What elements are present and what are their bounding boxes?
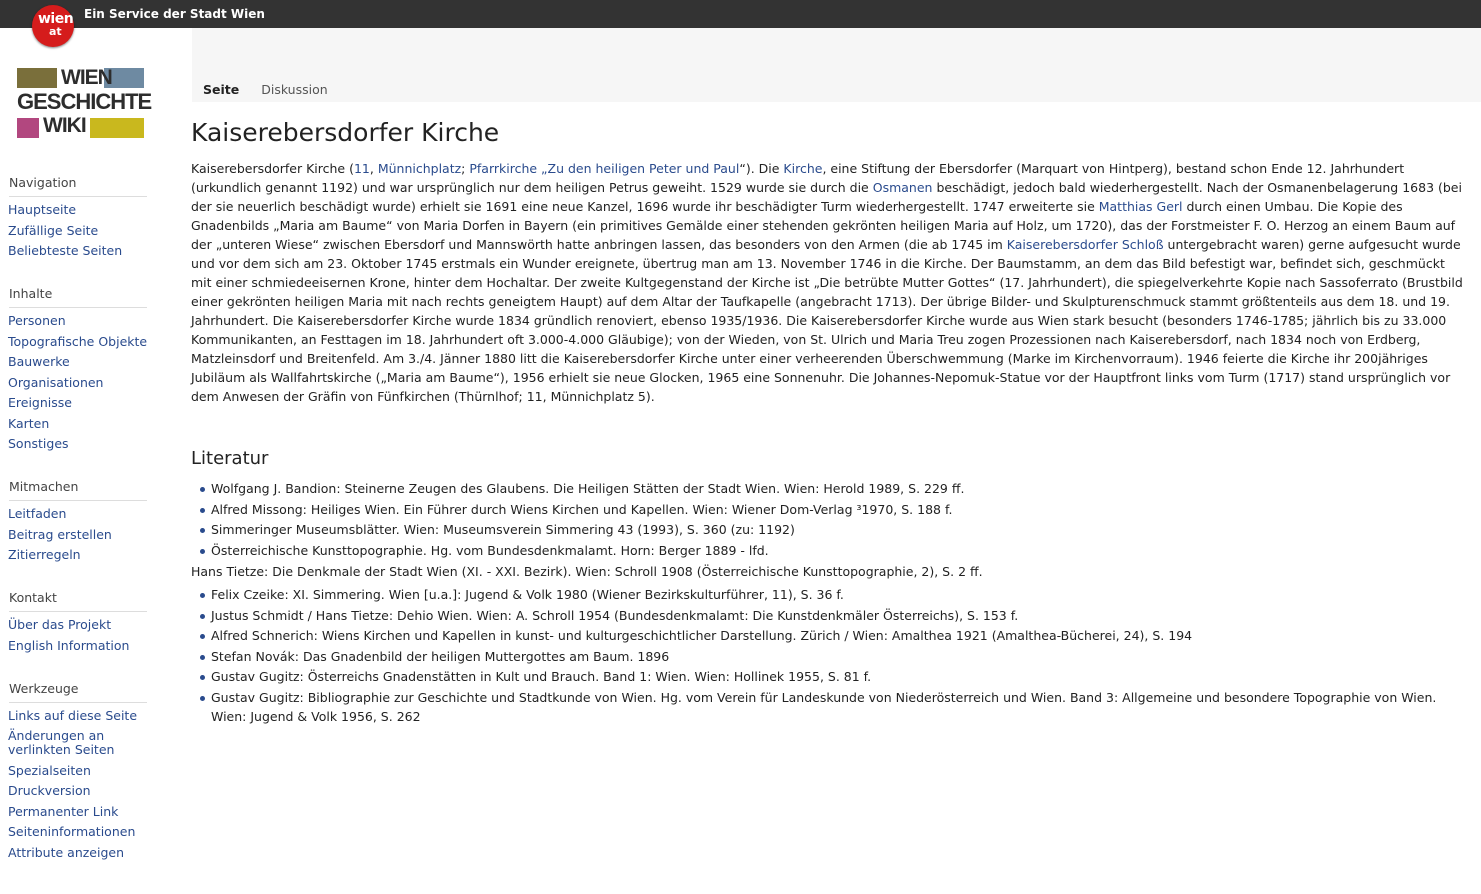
list-item: Justus Schmidt / Hans Tietze: Dehio Wien. Wien: A. Schroll 1954 (Bundesdenkmalamt: Die Kunstdenkmäler Österreichs), S. 153 f.: [191, 606, 1466, 626]
logo-text-wien: WIEN: [61, 66, 112, 89]
list-item: Alfred Missong: Heiliges Wien. Ein Führer durch Wiens Kirchen und Kapellen. Wien: Wiener Dom-Verlag ³1970, S. 188 f.: [191, 500, 1466, 520]
sidebar-item-druckversion[interactable]: Druckversion: [8, 783, 91, 798]
list-item: Gustav Gugitz: Österreichs Gnadenstätten in Kult und Brauch. Band 1: Wien. Wien: Hollinek 1955, S. 81 f.: [191, 667, 1466, 687]
portal-kontakt: [0, 580, 180, 653]
logo-block-magenta: [17, 118, 39, 138]
link-matthias-gerl[interactable]: Matthias Gerl: [1098, 199, 1183, 214]
logo-block-olive: [17, 68, 57, 88]
list-item: Simmeringer Museumsblätter. Wien: Museumsverein Simmering 43 (1993), S. 360 (zu: 1192): [191, 520, 1466, 540]
page-tabs: [192, 82, 339, 97]
portal-heading: Werkzeuge: [9, 671, 147, 703]
link-kirche[interactable]: Kirche: [783, 161, 823, 176]
sidebar-item-organisationen[interactable]: Organisationen: [8, 374, 104, 390]
logo-text-geschichte: GESCHICHTE: [17, 89, 152, 114]
text-run: , eine Stiftung der Ebersdorfer (Marquart von Hintperg), bestand schon Ende 12. Jahrhundert (urkundlich genannt 1192) und war ursprünglich nur dem heiligen Petrus geweiht. 1529 wurde sie durch die: [191, 161, 1405, 195]
literature-list: [191, 479, 1466, 560]
portal-heading: Inhalte: [9, 276, 147, 308]
sidebar-item-english-information[interactable]: English Information: [8, 637, 130, 653]
portal-heading: Kontakt: [9, 580, 147, 612]
section-heading-literatur: Literatur: [191, 448, 269, 469]
wien-at-logo[interactable]: [32, 5, 74, 47]
text-run: durch einen Umbau. Die Kopie des Gnadenbilds „Maria am Baume“ von Maria Dorfen in Bayern (ein primitives Gemälde einer stehenden gekrönten heiligen Maria auf Holz, um 1720), das der Forstmeister F. O. Herzog an einem Baum auf der „unteren Wiese“ zwischen Ebersdorf und Mannswörth hatte anbringen lassen, das besonders von den Armen (die ab 1745 im: [191, 199, 1456, 252]
text-run: ;: [461, 161, 470, 176]
sidebar-item-ereignisse[interactable]: Ereignisse: [8, 395, 72, 410]
portal-werkzeuge: [0, 671, 180, 860]
list-item: Wolfgang J. Bandion: Steinerne Zeugen des Glaubens. Die Heiligen Stätten der Stadt Wien. Wien: Herold 1989, S. 229 ff.: [191, 479, 1466, 499]
sidebar-item-spezialseiten[interactable]: Spezialseiten: [8, 762, 91, 778]
portal-navigation: [0, 165, 180, 258]
link-11[interactable]: 11: [353, 161, 370, 176]
link-muennichplatz[interactable]: Münnichplatz: [377, 161, 462, 176]
wien-geschichte-wiki-logo[interactable]: [17, 66, 152, 138]
main-content: [191, 102, 1466, 728]
link-kaiserebersdorfer-schloss[interactable]: Kaiserebersdorfer Schloß: [1006, 237, 1164, 252]
sidebar-item-ueber-das-projekt[interactable]: Über das Projekt: [8, 617, 112, 632]
sidebar-item-beitrag-erstellen[interactable]: Beitrag erstellen: [8, 526, 112, 542]
page-header: [192, 28, 1481, 102]
sidebar-item-bauwerke[interactable]: Bauwerke: [8, 354, 70, 369]
article-paragraph: [191, 159, 1466, 406]
portal-mitmachen: [0, 469, 180, 562]
portal-heading: Mitmachen: [9, 469, 147, 501]
list-item: Alfred Schnerich: Wiens Kirchen und Kapellen in kunst- und kulturgeschichtlicher Darstellung. Zürich / Wien: Amalthea 1921 (Amalthea-Bücherei, 24), S. 194: [191, 626, 1466, 646]
tab-seite[interactable]: Seite: [203, 82, 240, 97]
wien-logo-text: wien: [38, 11, 74, 27]
text-run: beschädigt, jedoch bald wiederhergestellt. Nach der Osmanenbelagerung 1683 (bei der sie neuerlich beschädigt wurde) erhielt sie 1691 eine neue Kanzel, 1696 wurde ihr beschädigter Turm wiederhergestellt. 1747 erweiterte sie: [191, 180, 1462, 214]
sidebar-item-leitfaden[interactable]: Leitfaden: [8, 506, 67, 521]
sidebar-item-personen[interactable]: Personen: [8, 313, 66, 328]
top-bar: [0, 0, 1481, 28]
link-pfarrkirche[interactable]: Pfarrkirche „Zu den heiligen Peter und Paul: [469, 161, 740, 176]
sidebar-item-zufaellige-seite[interactable]: Zufällige Seite: [8, 222, 99, 238]
text-run: Kaiserebersdorfer Kirche (: [191, 161, 354, 176]
sidebar-item-permanenter-link[interactable]: Permanenter Link: [8, 803, 119, 819]
sidebar-item-seiteninformationen[interactable]: Seiteninformationen: [8, 824, 136, 839]
sidebar-item-zitierregeln[interactable]: Zitierregeln: [8, 547, 81, 562]
list-item: Stefan Novák: Das Gnadenbild der heiligen Muttergottes am Baum. 1896: [191, 647, 1466, 667]
sidebar-item-aenderungen-an-verlinkten-seiten[interactable]: Änderungen an verlinkten Seiten: [8, 728, 115, 757]
sidebar-item-sonstiges[interactable]: Sonstiges: [8, 436, 69, 451]
list-item: Gustav Gugitz: Bibliographie zur Geschichte und Stadtkunde von Wien. Hg. vom Verein für Landeskunde von Niederösterreich und Wien. Band 3: Allgemeine und besondere Topographie von Wien. Wien: Jugend & Volk 1956, S. 262: [191, 688, 1466, 727]
sidebar: [0, 165, 180, 878]
service-text[interactable]: Ein Service der Stadt Wien: [84, 7, 265, 21]
portal-inhalte: [0, 276, 180, 451]
literature-line: Hans Tietze: Die Denkmale der Stadt Wien (XI. - XXI. Bezirk). Wien: Schroll 1908 (Österreichische Kunsttopographie, 2), S. 2 ff.: [191, 564, 983, 579]
sidebar-item-beliebteste-seiten[interactable]: Beliebteste Seiten: [8, 243, 123, 258]
list-item: Österreichische Kunsttopographie. Hg. vom Bundesdenkmalamt. Horn: Berger 1889 - lfd.: [191, 541, 1466, 561]
page-title: Kaiserebersdorfer Kirche: [191, 118, 500, 147]
portal-heading: Navigation: [9, 165, 147, 197]
tab-diskussion[interactable]: Diskussion: [261, 82, 328, 97]
text-run: untergebracht waren) gerne aufgesucht wurde und vor dem sich am 23. Oktober 1745 erstmals ein Wunder ereignete, übertrug man am 13. November 1746 in die Kirche. Der Baumstamm, an dem das Bild befestigt war, befindet sich, geschmückt mit einer schmiedeeisernen Krone, hinter dem Hochaltar. Der zweite Kultgegenstand der Kirche ist „Die betrübte Mutter Gottes“ (17. Jahrhundert), die spiegelverkehrte Kopie nach Sassoferrato (Brustbild einer gekrönten heiligen Maria mit nach rechts geneigtem Haupt) auf dem Altar der Taufkapelle (angebracht 1713). Der übrige Bilder- und Skulpturenschmuck stammt größtenteils aus dem 18. und 19. Jahrhundert. Die Kaiserebersdorfer Kirche wurde 1834 gründlich renoviert, ebenso 1935/1936. Die Kaiserebersdorfer Kirche wurde aus Wien stark besucht (besonders 1746-1785; jährlich bis zu 33.000 Kommunikanten, an Festtagen im 18. Jahrhundert oft 3.000-4.000 Gläubige); von der Wieden, von St. Ulrich und Maria Treu zogen Prozessionen nach Kaiserebersdorf, nach 1834 noch von Erdberg, Matzleinsdorf und Breitenfeld. Am 3./4. Jänner 1880 litt die Kaiserebersdorfer Kirche unter einer verheerenden Überschwemmung (Marke im Kirchenvorraum). 1946 feierte die Kirche ihr 200jähriges Jubiläum als Wallfahrtskirche („Maria am Baume“), 1956 erhielt sie neue Glocken, 1965 eine Sonnenuhr. Die Johannes-Nepomuk-Statue vor der Hauptfront links vom Turm (1717) stand ursprünglich vor dem Anwesen der Gräfin von Fünfkirchen (Thürnlhof; 11, Münnichplatz 5).: [191, 237, 1463, 404]
logo-text-wiki: WIKI: [43, 114, 86, 137]
sidebar-item-topografische-objekte[interactable]: Topografische Objekte: [8, 333, 148, 349]
text-run: “). Die: [739, 161, 784, 176]
at-logo-text: at: [49, 25, 62, 38]
sidebar-item-karten[interactable]: Karten: [8, 415, 50, 431]
literature-list: [191, 585, 1466, 727]
link-osmanen[interactable]: Osmanen: [872, 180, 933, 195]
sidebar-item-attribute-anzeigen[interactable]: Attribute anzeigen: [8, 844, 125, 860]
sidebar-item-hauptseite[interactable]: Hauptseite: [8, 202, 77, 217]
text-run: ,: [369, 161, 378, 176]
logo-block-yellow: [90, 118, 144, 138]
list-item: Felix Czeike: XI. Simmering. Wien [u.a.]: Jugend & Volk 1980 (Wiener Bezirkskulturführer, 11), S. 36 f.: [191, 585, 1466, 605]
sidebar-item-links-auf-diese-seite[interactable]: Links auf diese Seite: [8, 707, 138, 723]
